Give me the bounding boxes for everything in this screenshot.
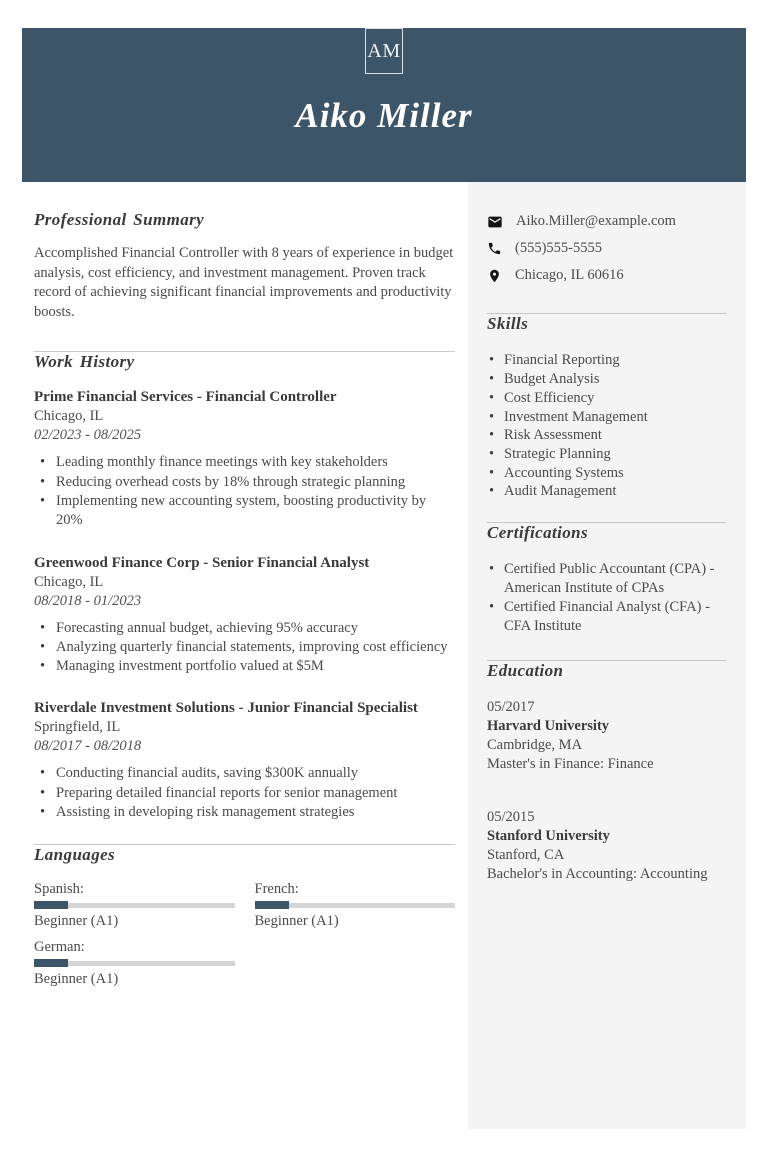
- job-bullet: • Analyzing quarterly financial statements, improving cost efficiency: [34, 638, 455, 657]
- language-item: [34, 938, 235, 989]
- contact-section: [487, 212, 726, 285]
- job-bullets: [34, 619, 455, 677]
- job-dates: 08/2018 - 01/2023: [34, 592, 142, 609]
- job-bullet: • Preparing detailed financial reports for senior management: [34, 784, 455, 803]
- job-bullet: • Implementing new accounting system, boosting productivity by 20%: [34, 492, 455, 531]
- job-entry: [34, 388, 455, 530]
- language-progress-bar: [34, 901, 235, 909]
- job-dates: 08/2017 - 08/2018: [34, 738, 142, 755]
- job-entry: [34, 699, 455, 822]
- work-history-heading: Work History: [34, 352, 135, 372]
- work-history-section: [34, 352, 455, 822]
- location-pin-icon: [487, 268, 502, 284]
- job-bullet: • Leading monthly finance meetings with key stakeholders: [34, 453, 455, 472]
- education-entry: [487, 808, 726, 884]
- education-degree: Master's in Finance: Finance: [487, 755, 654, 772]
- skill-item: • Investment Management: [487, 408, 726, 427]
- job-bullets: [34, 764, 455, 822]
- job-bullet: • Forecasting annual budget, achieving 95% accuracy: [34, 619, 455, 638]
- job-bullet: • Managing investment portfolio valued at $5M: [34, 657, 455, 676]
- job-title: Riverdale Investment Solutions - Junior Financial Specialist: [34, 700, 418, 717]
- education-school: Harvard University: [487, 717, 610, 734]
- languages-grid: [34, 880, 455, 989]
- job-location: Springfield, IL: [34, 719, 121, 736]
- skills-section: [487, 314, 726, 501]
- language-level: Beginner (A1): [34, 970, 119, 987]
- contact-email: Aiko.Miller@example.com: [516, 213, 676, 229]
- skills-heading: Skills: [487, 314, 529, 333]
- education-date: 05/2017: [487, 698, 535, 715]
- certification-item: • Certified Public Accountant (CPA) - American Institute of CPAs: [487, 560, 726, 597]
- education-date: 05/2015: [487, 808, 535, 825]
- job-dates: 02/2023 - 08/2025: [34, 427, 142, 444]
- candidate-name: Aiko Miller: [295, 96, 473, 135]
- job-bullet: • Conducting financial audits, saving $300K annually: [34, 764, 455, 783]
- job-location: Chicago, IL: [34, 573, 104, 590]
- language-progress-bar: [255, 901, 456, 909]
- certifications-heading: Certifications: [487, 523, 588, 543]
- education-location: Stanford, CA: [487, 846, 565, 863]
- contact-row-email: [487, 212, 726, 231]
- body-columns: [22, 182, 746, 1129]
- job-entry: [34, 554, 455, 677]
- main-column: [22, 182, 468, 1129]
- job-title: Prime Financial Services - Financial Controller: [34, 389, 337, 406]
- contact-phone: (555)555-5555: [515, 240, 602, 256]
- summary-text: Accomplished Financial Controller with 8 years of experience in budget analysis, cost efficiency, and investment management. Proven track record of achieving significant financial improvements and productivity boosts.: [34, 245, 454, 320]
- phone-icon: [487, 241, 502, 256]
- language-name: German:: [34, 938, 85, 955]
- contact-row-location: [487, 266, 726, 285]
- language-name: Spanish:: [34, 880, 84, 897]
- job-title: Greenwood Finance Corp - Senior Financial Analyst: [34, 554, 370, 571]
- certification-item: • Certified Financial Analyst (CFA) - CFA Institute: [487, 598, 726, 635]
- page-header: [22, 28, 746, 182]
- language-progress-bar: [34, 959, 235, 967]
- languages-heading: Languages: [34, 845, 116, 865]
- progress-fill: [34, 901, 68, 909]
- language-name: French:: [254, 880, 299, 897]
- language-level: Beginner (A1): [254, 912, 339, 929]
- monogram-text: AM: [367, 39, 401, 62]
- skills-list: [487, 351, 726, 501]
- skill-item: • Cost Efficiency: [487, 389, 726, 408]
- skill-item: • Accounting Systems: [487, 464, 726, 483]
- language-item: [255, 880, 456, 931]
- summary-heading: Professional Summary: [34, 210, 205, 229]
- languages-section: [34, 845, 455, 988]
- progress-fill: [34, 959, 68, 967]
- education-degree: Bachelor's in Accounting: Accounting: [487, 865, 708, 882]
- language-level: Beginner (A1): [34, 912, 119, 929]
- contact-row-phone: [487, 239, 726, 258]
- skill-item: • Budget Analysis: [487, 370, 726, 389]
- language-item: [34, 880, 235, 931]
- email-icon: [487, 214, 503, 230]
- education-location: Cambridge, MA: [487, 736, 583, 753]
- certifications-list: [487, 560, 726, 635]
- job-bullet: • Reducing overhead costs by 18% through strategic planning: [34, 473, 455, 492]
- job-location: Chicago, IL: [34, 408, 104, 425]
- contact-location: Chicago, IL 60616: [515, 267, 624, 283]
- skill-item: • Strategic Planning: [487, 445, 726, 464]
- progress-fill: [255, 901, 289, 909]
- skill-item: • Audit Management: [487, 482, 726, 501]
- education-heading: Education: [487, 661, 564, 681]
- summary-section: [34, 210, 455, 322]
- job-bullets: [34, 453, 455, 530]
- skill-item: • Risk Assessment: [487, 426, 726, 445]
- certifications-section: [487, 523, 726, 635]
- sidebar: [468, 182, 746, 1129]
- education-entry: [487, 698, 726, 774]
- monogram-badge: [365, 28, 403, 74]
- job-bullet: • Assisting in developing risk management strategies: [34, 803, 455, 822]
- education-school: Stanford University: [487, 827, 610, 844]
- education-section: [487, 661, 726, 883]
- skill-item: • Financial Reporting: [487, 351, 726, 370]
